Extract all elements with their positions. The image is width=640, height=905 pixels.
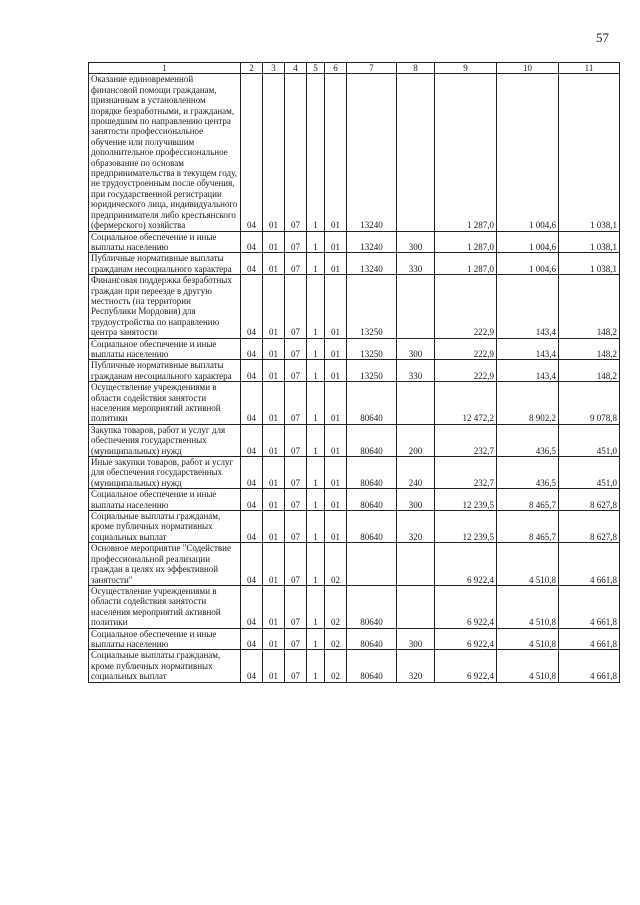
code-cell: 02 [325,628,347,650]
code-cell: 330 [397,253,435,275]
amount-cell: 4 661,8 [559,628,620,650]
column-header: 4 [285,63,307,74]
code-cell: 01 [325,275,347,338]
code-cell: 300 [397,231,435,253]
code-cell: 13250 [347,275,397,338]
column-header: 8 [397,63,435,74]
amount-cell: 148,2 [559,338,620,360]
amount-cell: 1 004,6 [497,253,559,275]
code-cell: 04 [241,585,263,628]
amount-cell: 4 661,8 [559,543,620,586]
row-name: Социальное обеспечение и иные выплаты населению [89,338,241,360]
code-cell: 07 [285,382,307,425]
code-cell: 07 [285,585,307,628]
code-cell: 01 [325,253,347,275]
amount-cell: 148,2 [559,360,620,382]
code-cell: 04 [241,360,263,382]
budget-table [88,62,620,683]
code-cell: 1 [307,231,325,253]
row-name: Социальное обеспечение и иные выплаты населению [89,231,241,253]
amount-cell: 436,5 [497,424,559,456]
code-cell: 01 [263,275,285,338]
column-header: 10 [497,63,559,74]
code-cell: 04 [241,231,263,253]
code-cell: 01 [263,74,285,231]
code-cell: 300 [397,338,435,360]
amount-cell: 4 661,8 [559,585,620,628]
code-cell: 04 [241,628,263,650]
row-name: Закупка товаров, работ и услуг для обеспечения государственных (муниципальных) нужд [89,424,241,456]
row-name: Публичные нормативные выплаты гражданам несоциального характера [89,360,241,382]
amount-cell: 6 922,4 [435,628,497,650]
amount-cell: 9 078,8 [559,382,620,425]
amount-cell: 4 510,8 [497,543,559,586]
code-cell [347,543,397,586]
amount-cell: 143,4 [497,360,559,382]
code-cell: 04 [241,74,263,231]
code-cell: 07 [285,489,307,511]
table-row [89,338,620,360]
column-header: 2 [241,63,263,74]
code-cell [397,543,435,586]
code-cell: 01 [263,231,285,253]
row-name: Финансовая поддержка безработных граждан при переезде в другую местность (на территории Республики Мордовия) для трудоустройства по направлению центра занятости [89,275,241,338]
code-cell: 07 [285,253,307,275]
amount-cell: 1 004,6 [497,74,559,231]
amount-cell: 148,2 [559,275,620,338]
table-row [89,275,620,338]
code-cell: 1 [307,457,325,489]
column-header: 11 [559,63,620,74]
code-cell: 02 [325,585,347,628]
code-cell: 04 [241,511,263,543]
code-cell: 07 [285,74,307,231]
code-cell: 01 [325,424,347,456]
code-cell: 07 [285,360,307,382]
code-cell: 80640 [347,628,397,650]
row-name: Социальное обеспечение и иные выплаты населению [89,628,241,650]
code-cell: 200 [397,424,435,456]
column-header: 6 [325,63,347,74]
amount-cell: 1 287,0 [435,253,497,275]
code-cell: 01 [263,382,285,425]
code-cell: 13250 [347,360,397,382]
code-cell: 01 [263,360,285,382]
amount-cell: 4 510,8 [497,585,559,628]
code-cell: 04 [241,424,263,456]
code-cell: 1 [307,74,325,231]
table-row [89,585,620,628]
table-row [89,231,620,253]
amount-cell: 4 661,8 [559,650,620,682]
code-cell: 1 [307,511,325,543]
code-cell: 80640 [347,650,397,682]
code-cell: 02 [325,543,347,586]
table-row [89,650,620,682]
code-cell: 80640 [347,511,397,543]
code-cell: 80640 [347,424,397,456]
amount-cell: 143,4 [497,338,559,360]
amount-cell: 12 239,5 [435,511,497,543]
amount-cell: 6 922,4 [435,543,497,586]
code-cell: 07 [285,457,307,489]
column-header: 5 [307,63,325,74]
amount-cell: 222,9 [435,338,497,360]
row-name: Осуществление учреждениями в области содействия занятости населения мероприятий активной политики [89,382,241,425]
code-cell: 01 [263,338,285,360]
amount-cell: 8 627,8 [559,489,620,511]
amount-cell: 1 287,0 [435,231,497,253]
code-cell: 01 [263,489,285,511]
code-cell: 01 [263,253,285,275]
row-name: Иные закупки товаров, работ и услуг для обеспечения государственных (муниципальных) нужд [89,457,241,489]
amount-cell: 8 465,7 [497,511,559,543]
column-header: 9 [435,63,497,74]
code-cell: 1 [307,543,325,586]
code-cell: 01 [263,543,285,586]
code-cell [397,275,435,338]
amount-cell: 1 038,1 [559,74,620,231]
code-cell: 07 [285,543,307,586]
code-cell: 04 [241,543,263,586]
code-cell: 04 [241,338,263,360]
code-cell: 01 [263,650,285,682]
code-cell: 04 [241,489,263,511]
code-cell: 07 [285,338,307,360]
amount-cell: 232,7 [435,424,497,456]
code-cell: 01 [263,511,285,543]
amount-cell: 232,7 [435,457,497,489]
code-cell: 07 [285,275,307,338]
code-cell: 13240 [347,253,397,275]
table-row [89,424,620,456]
amount-cell: 8 627,8 [559,511,620,543]
code-cell: 04 [241,253,263,275]
page-number: 57 [596,30,609,45]
code-cell: 07 [285,231,307,253]
amount-cell: 222,9 [435,360,497,382]
amount-cell: 1 038,1 [559,231,620,253]
code-cell: 320 [397,650,435,682]
code-cell: 240 [397,457,435,489]
code-cell: 80640 [347,585,397,628]
code-cell: 02 [325,650,347,682]
code-cell: 300 [397,628,435,650]
code-cell: 1 [307,628,325,650]
code-cell: 01 [325,231,347,253]
code-cell: 04 [241,275,263,338]
amount-cell: 222,9 [435,275,497,338]
row-name: Оказание единовременной финансовой помощи гражданам, признанным в установленном порядке безработными, и гражданам, прошедшим по направлению центра занятости профессиональное обучение или получившим дополнительное профессиональное образование по основам предпринимательства в текущем году, не трудоустроенным после обучения, при государственной регистрации юридического лица, индивидуального предпринимателя либо крестьянского (фермерского) хозяйства [89,74,241,231]
amount-cell: 6 922,4 [435,650,497,682]
header-row [89,63,620,74]
code-cell [397,585,435,628]
code-cell: 300 [397,489,435,511]
code-cell: 80640 [347,489,397,511]
row-name: Социальное обеспечение и иные выплаты населению [89,489,241,511]
amount-cell: 436,5 [497,457,559,489]
code-cell: 1 [307,253,325,275]
amount-cell: 12 472,2 [435,382,497,425]
code-cell: 1 [307,585,325,628]
code-cell: 01 [325,457,347,489]
row-name: Социальные выплаты гражданам, кроме публичных нормативных социальных выплат [89,511,241,543]
amount-cell: 12 239,5 [435,489,497,511]
code-cell: 1 [307,360,325,382]
row-name: Публичные нормативные выплаты гражданам несоциального характера [89,253,241,275]
code-cell [397,74,435,231]
code-cell: 01 [263,585,285,628]
column-header: 3 [263,63,285,74]
amount-cell: 451,0 [559,457,620,489]
table-row [89,360,620,382]
table-row [89,74,620,231]
code-cell: 01 [325,489,347,511]
code-cell: 04 [241,650,263,682]
code-cell: 13240 [347,231,397,253]
code-cell: 01 [325,74,347,231]
code-cell: 330 [397,360,435,382]
amount-cell: 1 038,1 [559,253,620,275]
amount-cell: 1 287,0 [435,74,497,231]
amount-cell: 8 902,2 [497,382,559,425]
column-header: 7 [347,63,397,74]
row-name: Осуществление учреждениями в области содействия занятости населения мероприятий активной политики [89,585,241,628]
code-cell: 320 [397,511,435,543]
code-cell: 01 [325,360,347,382]
table-row [89,628,620,650]
amount-cell: 4 510,8 [497,650,559,682]
code-cell: 1 [307,338,325,360]
code-cell: 04 [241,382,263,425]
column-header: 1 [89,63,241,74]
code-cell: 07 [285,650,307,682]
code-cell: 80640 [347,382,397,425]
amount-cell: 1 004,6 [497,231,559,253]
table-row [89,382,620,425]
amount-cell: 6 922,4 [435,585,497,628]
code-cell: 80640 [347,457,397,489]
row-name: Социальные выплаты гражданам, кроме публичных нормативных социальных выплат [89,650,241,682]
table-row [89,457,620,489]
code-cell: 01 [325,511,347,543]
code-cell: 01 [263,457,285,489]
row-name: Основное мероприятие "Содействие профессиональной реализации граждан в целях их эффективной занятости" [89,543,241,586]
code-cell: 01 [263,424,285,456]
code-cell: 01 [325,382,347,425]
code-cell: 13250 [347,338,397,360]
code-cell [397,382,435,425]
amount-cell: 8 465,7 [497,489,559,511]
table-row [89,511,620,543]
code-cell: 1 [307,424,325,456]
code-cell: 04 [241,457,263,489]
code-cell: 07 [285,424,307,456]
table-row [89,253,620,275]
code-cell: 1 [307,275,325,338]
code-cell: 01 [325,338,347,360]
amount-cell: 451,0 [559,424,620,456]
code-cell: 07 [285,628,307,650]
code-cell: 07 [285,511,307,543]
code-cell: 1 [307,382,325,425]
code-cell: 1 [307,489,325,511]
code-cell: 1 [307,650,325,682]
code-cell: 01 [263,628,285,650]
amount-cell: 4 510,8 [497,628,559,650]
table-row [89,489,620,511]
code-cell: 13240 [347,74,397,231]
table-row [89,543,620,586]
amount-cell: 143,4 [497,275,559,338]
